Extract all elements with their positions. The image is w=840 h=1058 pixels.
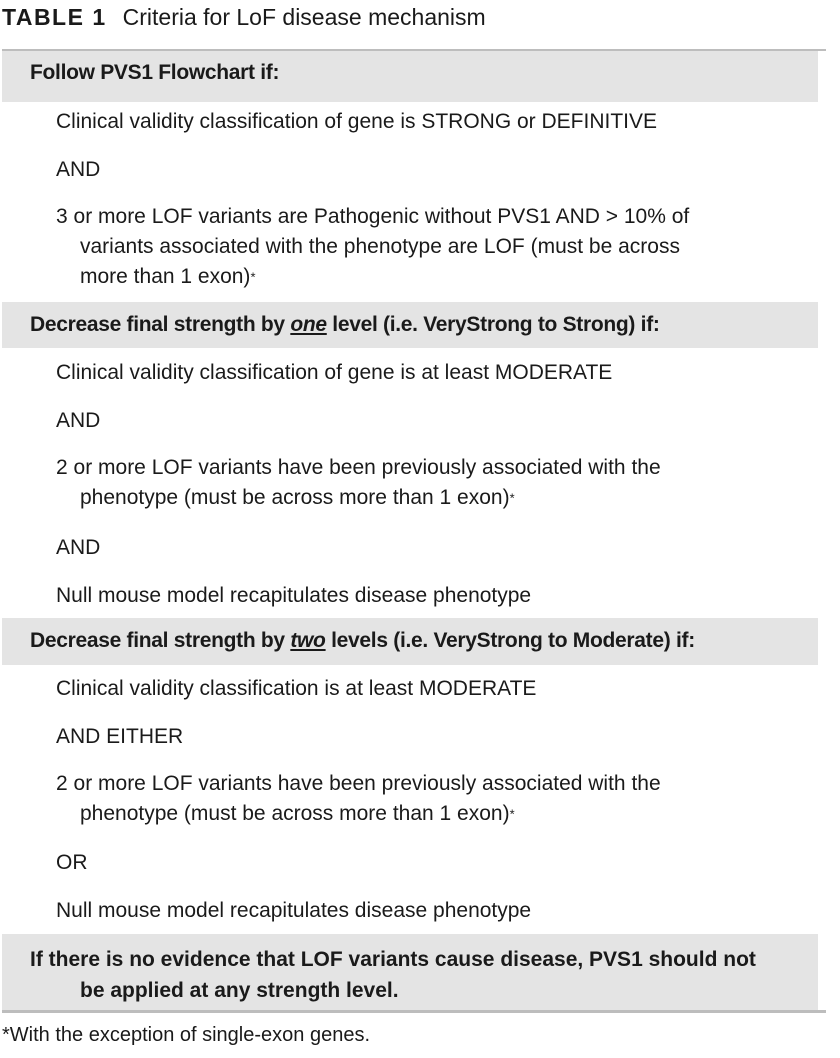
section-4-header-line-2: be applied at any strength level. <box>80 979 399 1002</box>
section-2-row-3-line-2: phenotype (must be across more than 1 exon)* <box>80 486 515 509</box>
section-4-header <box>30 944 838 1006</box>
asterisk-mark: * <box>509 490 515 506</box>
asterisk-mark: * <box>509 806 515 822</box>
section-1-row-2: AND <box>56 158 101 181</box>
section-4-header-line-1: If there is no evidence that LOF variants cause disease, PVS1 should not <box>30 948 756 971</box>
bottom-rule <box>2 1010 826 1013</box>
section-2-row-5: Null mouse model recapitulates disease phenotype <box>56 584 532 607</box>
section-3-row-3 <box>56 769 661 829</box>
table-label: TABLE 1 <box>2 4 107 30</box>
section-1-header: Follow PVS1 Flowchart if: <box>30 61 280 84</box>
section-3-header: Decrease final strength by two levels (i.e. VeryStrong to Moderate) if: <box>30 629 695 652</box>
section-3-row-3-line-2: phenotype (must be across more than 1 exon)* <box>80 802 515 825</box>
section-1-row-3-line-3: more than 1 exon)* <box>80 265 256 288</box>
section-2-row-1: Clinical validity classification of gene is at least MODERATE <box>56 361 613 384</box>
section-1-row-3-line-1: 3 or more LOF variants are Pathogenic without PVS1 AND > 10% of <box>56 205 690 228</box>
table-caption <box>2 4 486 31</box>
section-2-row-2: AND <box>56 409 101 432</box>
section-2-row-3-line-1: 2 or more LOF variants have been previously associated with the <box>56 456 661 479</box>
section-3-row-3-line-1: 2 or more LOF variants have been previously associated with the <box>56 772 661 795</box>
section-1-row-3 <box>56 202 689 292</box>
section-2-row-4: AND <box>56 536 101 559</box>
asterisk-mark: * <box>250 269 256 285</box>
table-footnote: *With the exception of single-exon genes. <box>2 1024 370 1046</box>
section-3-row-2: AND EITHER <box>56 725 184 748</box>
section-1-row-3-line-2: variants associated with the phenotype are LOF (must be across <box>80 235 680 258</box>
section-2-row-3 <box>56 453 661 513</box>
section-3-row-4: OR <box>56 851 88 874</box>
table-title: Criteria for LoF disease mechanism <box>122 4 486 30</box>
section-1-row-1: Clinical validity classification of gene is STRONG or DEFINITIVE <box>56 110 658 133</box>
section-3-row-5: Null mouse model recapitulates disease phenotype <box>56 899 532 922</box>
section-3-row-1: Clinical validity classification is at least MODERATE <box>56 677 537 700</box>
section-2-header: Decrease final strength by one level (i.e. VeryStrong to Strong) if: <box>30 313 660 336</box>
